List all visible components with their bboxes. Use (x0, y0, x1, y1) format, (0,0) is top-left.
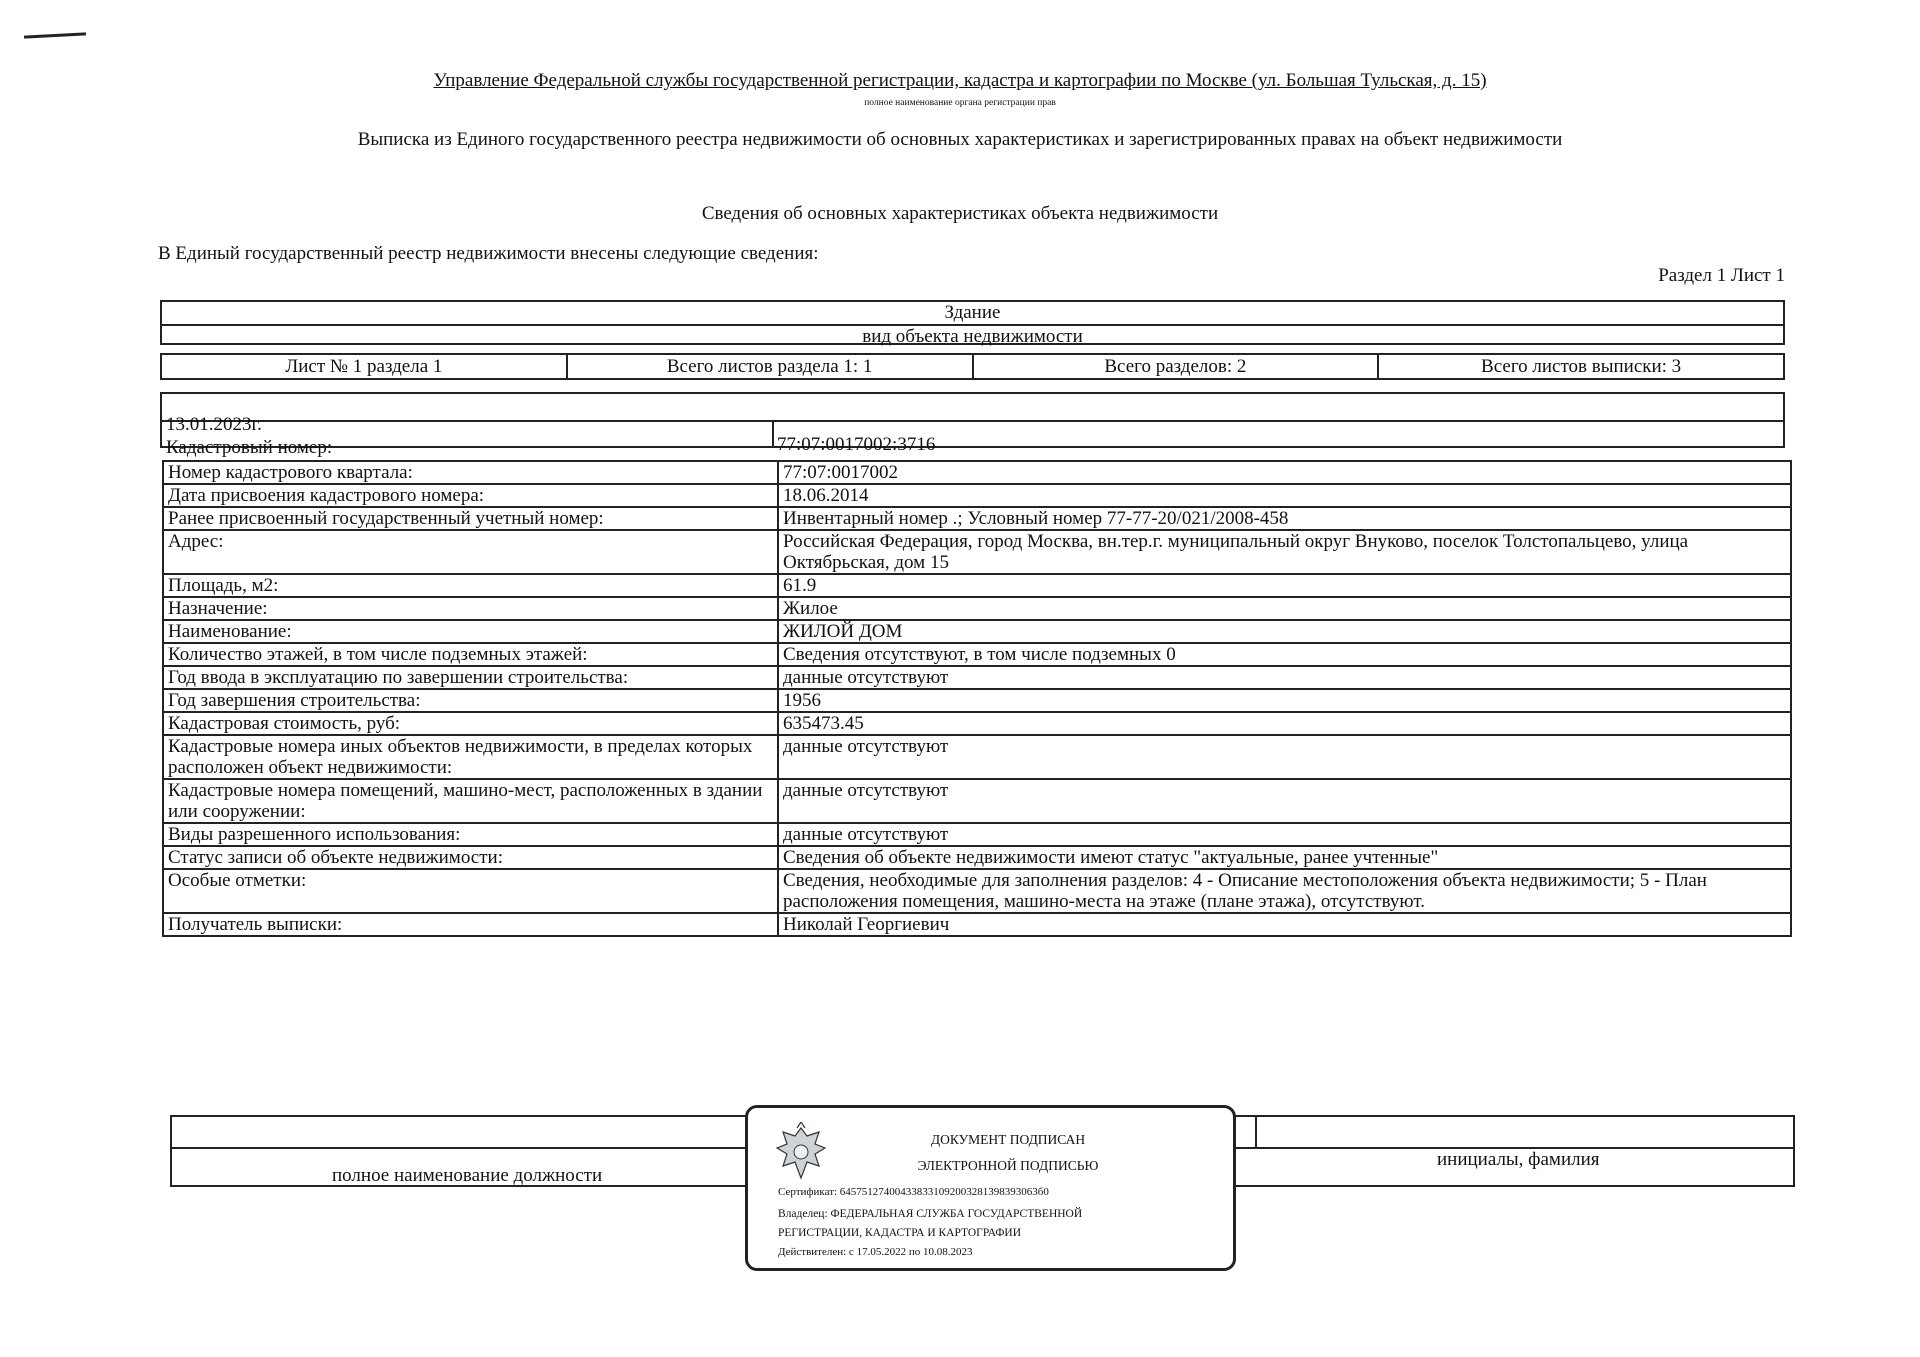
property-label: Получатель выписки: (163, 913, 778, 936)
electronic-signature-stamp (745, 1105, 1236, 1271)
property-label: Виды разрешенного использования: (163, 823, 778, 846)
section-reference: Раздел 1 Лист 1 (1658, 265, 1785, 286)
object-type: Здание (944, 302, 1001, 323)
property-label: Особые отметки: (163, 869, 778, 913)
property-value: 1956 (778, 689, 1791, 712)
cadastral-number-label: Кадастровый номер: (166, 437, 333, 458)
property-row (163, 507, 1791, 530)
property-row (163, 530, 1791, 574)
property-value: Николай Георгиевич (778, 913, 1791, 936)
sheet-info-row (160, 353, 1785, 380)
extract-sheets-total: Всего листов выписки: 3 (1481, 356, 1682, 377)
object-type-box (160, 300, 1785, 345)
property-value: Жилое (778, 597, 1791, 620)
extract-date: 13.01.2023г. (166, 414, 262, 435)
property-label: Год ввода в эксплуатацию по завершении строительства: (163, 666, 778, 689)
stamp-owner-line-2: РЕГИСТРАЦИИ, КАДАСТРА И КАРТОГРАФИИ (778, 1227, 1022, 1239)
property-label: Наименование: (163, 620, 778, 643)
property-value: данные отсутствуют (778, 666, 1791, 689)
property-label: Адрес: (163, 530, 778, 574)
property-row (163, 597, 1791, 620)
properties-table (162, 460, 1792, 937)
property-label: Кадастровые номера помещений, машино-мест, расположенных в здании или сооружении: (163, 779, 778, 823)
property-label: Статус записи об объекте недвижимости: (163, 846, 778, 869)
property-label: Кадастровые номера иных объектов недвижимости, в пределах которых расположен объект недвижимости: (163, 735, 778, 779)
property-row (163, 620, 1791, 643)
property-value: данные отсутствуют (778, 823, 1791, 846)
property-row (163, 735, 1791, 779)
stamp-validity: Действителен: с 17.05.2022 по 10.08.2023 (778, 1246, 973, 1258)
property-value: 18.06.2014 (778, 484, 1791, 507)
corner-mark (24, 32, 86, 38)
property-label: Дата присвоения кадастрового номера: (163, 484, 778, 507)
property-row (163, 666, 1791, 689)
property-label: Номер кадастрового квартала: (163, 461, 778, 484)
property-row (163, 846, 1791, 869)
property-row (163, 712, 1791, 735)
property-value: 77:07:0017002 (778, 461, 1791, 484)
property-label: Площадь, м2: (163, 574, 778, 597)
property-row (163, 643, 1791, 666)
stamp-owner-line-1: Владелец: ФЕДЕРАЛЬНАЯ СЛУЖБА ГОСУДАРСТВЕННОЙ (778, 1208, 1083, 1220)
issuing-authority-caption: полное наименование органа регистрации прав (864, 98, 1056, 108)
property-value: 61.9 (778, 574, 1791, 597)
property-row (163, 869, 1791, 913)
property-row (163, 461, 1791, 484)
cadastral-number-value: 77:07:0017002:3716 (777, 434, 936, 455)
issuing-authority: Управление Федеральной службы государственной регистрации, кадастра и картографии по Москве (ул. Большая Тульская, д. 15) (433, 70, 1487, 91)
property-label: Кадастровая стоимость, руб: (163, 712, 778, 735)
property-row (163, 913, 1791, 936)
property-value: Российская Федерация, город Москва, вн.тер.г. муниципальный округ Внуково, поселок Толстопальцево, улица Октябрьская, дом 15 (778, 530, 1791, 574)
intro-text: В Единый государственный реестр недвижимости внесены следующие сведения: (158, 243, 819, 264)
property-row (163, 574, 1791, 597)
property-value: Сведения, необходимые для заполнения разделов: 4 - Описание местоположения объекта недвижимости; 5 - План расположения помещения, машино-места на этаже (плане этажа), отсутствуют. (778, 869, 1791, 913)
stamp-title-line-1: ДОКУМЕНТ ПОДПИСАН (930, 1132, 1086, 1147)
property-row (163, 779, 1791, 823)
property-label: Назначение: (163, 597, 778, 620)
section-sheets-total: Всего листов раздела 1: 1 (568, 355, 974, 378)
object-type-caption: вид объекта недвижимости (862, 326, 1083, 347)
property-value: данные отсутствуют (778, 735, 1791, 779)
stamp-certificate: Сертификат: 645751274004338331092003281398393063б0 (778, 1186, 1049, 1198)
property-label: Количество этажей, в том числе подземных этажей: (163, 643, 778, 666)
eagle-emblem-icon (773, 1122, 829, 1186)
property-label: Год завершения строительства: (163, 689, 778, 712)
sheet-number: Лист № 1 раздела 1 (162, 355, 568, 378)
property-row (163, 823, 1791, 846)
property-row (163, 689, 1791, 712)
property-value: ЖИЛОЙ ДОМ (778, 620, 1791, 643)
stamp-title-line-2: ЭЛЕКТРОННОЙ ПОДПИСЬЮ (917, 1158, 1099, 1173)
section-heading: Сведения об основных характеристиках объекта недвижимости (701, 203, 1219, 224)
property-value: Сведения об объекте недвижимости имеют статус "актуальные, ранее учтенные" (778, 846, 1791, 869)
property-label: Ранее присвоенный государственный учетный номер: (163, 507, 778, 530)
property-value: 635473.45 (778, 712, 1791, 735)
date-cadastral-box (160, 392, 1785, 458)
position-caption: полное наименование должности (332, 1165, 603, 1186)
initials-caption: инициалы, фамилия (1437, 1149, 1600, 1170)
property-value: Инвентарный номер .; Условный номер 77-77-20/021/2008-458 (778, 507, 1791, 530)
property-row (163, 484, 1791, 507)
property-value: Сведения отсутствуют, в том числе подземных 0 (778, 643, 1791, 666)
sections-total: Всего разделов: 2 (974, 355, 1380, 378)
document-title: Выписка из Единого государственного реестра недвижимости об основных характеристиках и зарегистрированных правах на объект недвижимости (357, 129, 1563, 150)
property-value: данные отсутствуют (778, 779, 1791, 823)
